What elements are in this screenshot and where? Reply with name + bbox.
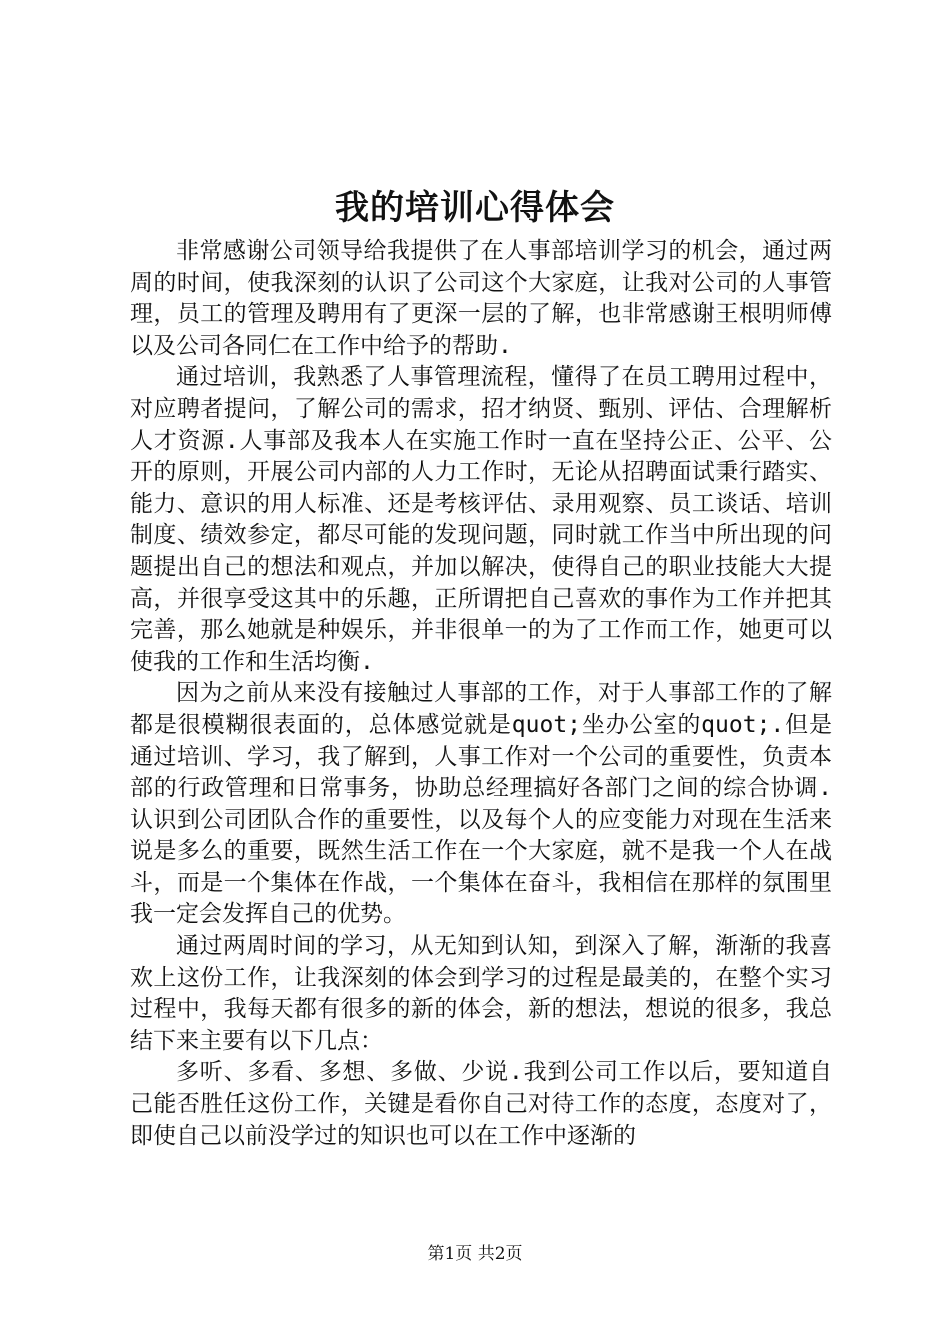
paragraph: 因为之前从来没有接触过人事部的工作，对于人事部工作的了解都是很模糊很表面的，总体感觉就是quot;坐办公室的quot;.但是通过培训、学习，我了解到，人事工作对一个公司的重要性，负责本部的行政管理和日常事务，协助总经理搞好各部门之间的综合协调.认识到公司团队合作的重要性，以及每个人的应变能力对现在生活来说是多么的重要，既然生活工作在一个大家庭，就不是我一个人在战斗，而是一个集体在作战，一个集体在奋斗，我相信在那样的氛围里我一定会发挥自己的优势。 — [130, 680, 832, 928]
page-footer: 第1页 共2页 — [427, 1244, 523, 1264]
paragraph: 非常感谢公司领导给我提供了在人事部培训学习的机会，通过两周的时间，使我深刻的认识了公司这个大家庭，让我对公司的人事管理，员工的管理及聘用有了更深一层的了解，也非常感谢王根明师傅以及公司各同仁在工作中给予的帮助. — [130, 238, 832, 359]
paragraph: 通过培训，我熟悉了人事管理流程，懂得了在员工聘用过程中，对应聘者提问，了解公司的需求，招才纳贤、甄别、评估、合理解析人才资源.人事部及我本人在实施工作时一直在坚持公正、公平、公开的原则，开展公司内部的人力工作时，无论从招聘面试秉行踏实、能力、意识的用人标准、还是考核评估、录用观察、员工谈话、培训制度、绩效参定，都尽可能的发现问题，同时就工作当中所出现的问题提出自己的想法和观点，并加以解决，使得自己的职业技能大大提高，并很享受这其中的乐趣，正所谓把自己喜欢的事作为工作并把其完善，那么她就是种娱乐，并非很单一的为了工作而工作，她更可以使我的工作和生活均衡. — [130, 364, 832, 675]
paragraph: 多听、多看、多想、多做、少说.我到公司工作以后，要知道自己能否胜任这份工作，关键是看你自己对待工作的态度，态度对了，即使自己以前没学过的知识也可以在工作中逐渐的 — [130, 1059, 832, 1149]
paragraph: 通过两周时间的学习，从无知到认知，到深入了解，渐渐的我喜欢上这份工作，让我深刻的体会到学习的过程是最美的，在整个实习过程中，我每天都有很多的新的体会，新的想法，想说的很多，我总结下来主要有以下几点： — [130, 933, 832, 1054]
document-body — [130, 236, 832, 1152]
document-title: 我的培训心得体会 — [335, 188, 615, 228]
